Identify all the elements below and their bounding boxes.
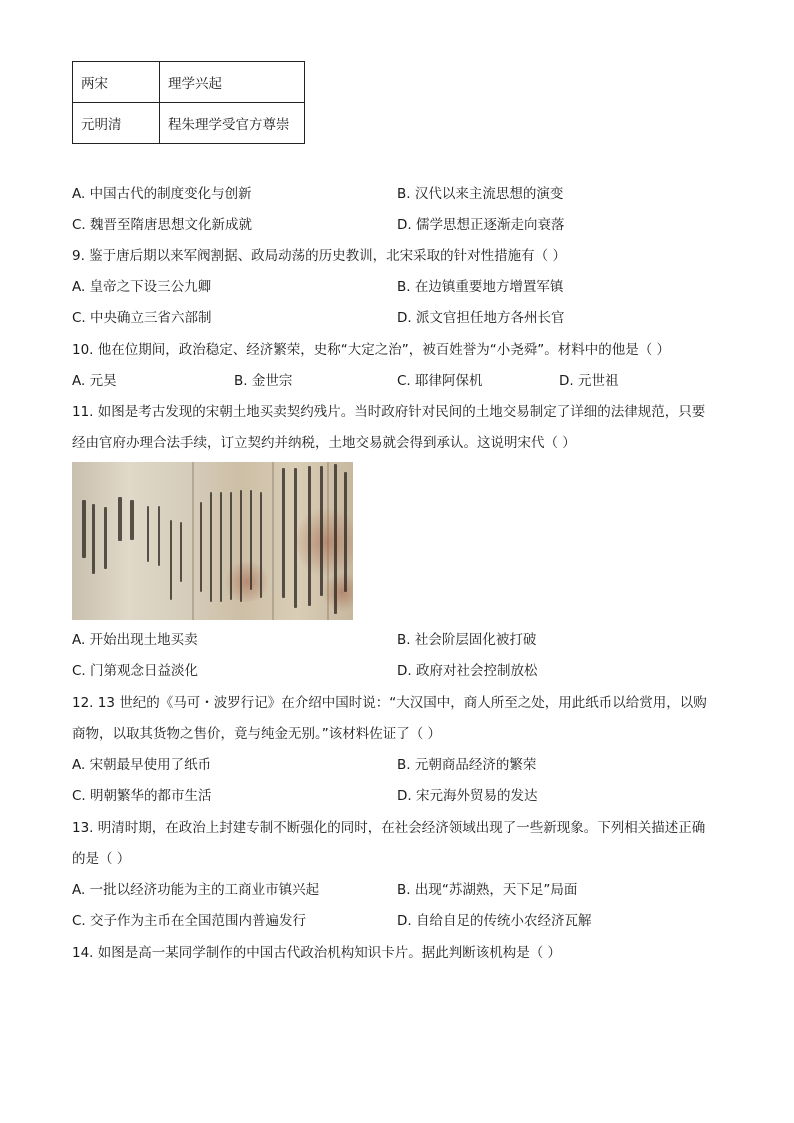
q14-stem: 14. 如图是高一某同学制作的中国古代政治机构知识卡片。据此判断该机构是（ ） bbox=[72, 945, 562, 961]
q11-option-b[interactable]: B. 社会阶层固化被打破 bbox=[397, 632, 537, 648]
q8-option-b[interactable]: B. 汉代以来主流思想的演变 bbox=[397, 186, 564, 202]
manuscript-image bbox=[72, 462, 353, 620]
q8-option-d[interactable]: D. 儒学思想正逐渐走向衰落 bbox=[397, 217, 565, 233]
q13-option-a[interactable]: A. 一批以经济功能为主的工商业市镇兴起 bbox=[72, 882, 320, 898]
q9-option-d[interactable]: D. 派文官担任地方各州长官 bbox=[397, 310, 565, 326]
table-cell-content: 理学兴起 bbox=[160, 62, 305, 103]
q9-option-c[interactable]: C. 中央确立三省六部制 bbox=[72, 310, 212, 326]
q12-option-a[interactable]: A. 宋朝最早使用了纸币 bbox=[72, 757, 212, 773]
q12-option-b[interactable]: B. 元朝商品经济的繁荣 bbox=[397, 757, 537, 773]
q10-option-d[interactable]: D. 元世祖 bbox=[559, 373, 619, 389]
table-cell-era: 元明清 bbox=[73, 103, 160, 144]
q10-option-b[interactable]: B. 金世宗 bbox=[234, 373, 293, 389]
q10-option-c[interactable]: C. 耶律阿保机 bbox=[397, 373, 483, 389]
q12-option-d[interactable]: D. 宋元海外贸易的发达 bbox=[397, 788, 538, 804]
q13-stem-line1: 13. 明清时期，在政治上封建专制不断强化的同时，在社会经济领域出现了一些新现象。下列相关描述正确 bbox=[72, 820, 706, 836]
q11-stem-line1: 11. 如图是考古发现的宋朝土地买卖契约残片。当时政府针对民间的土地交易制定了详细的法律规范，只要 bbox=[72, 404, 706, 420]
table-row bbox=[73, 103, 305, 144]
q13-option-c[interactable]: C. 交子作为主币在全国范围内普遍发行 bbox=[72, 913, 307, 929]
q13-option-b[interactable]: B. 出现“苏湖熟，天下足”局面 bbox=[397, 882, 578, 898]
q8-option-c[interactable]: C. 魏晋至隋唐思想文化新成就 bbox=[72, 217, 253, 233]
q11-stem-line2: 经由官府办理合法手续，订立契约并纳税，土地交易就会得到承认。这说明宋代（ ） bbox=[72, 435, 576, 451]
q11-option-c[interactable]: C. 门第观念日益淡化 bbox=[72, 663, 199, 679]
q9-option-b[interactable]: B. 在边镇重要地方增置军镇 bbox=[397, 279, 564, 295]
q9-option-a[interactable]: A. 皇帝之下设三公九卿 bbox=[72, 279, 212, 295]
q12-option-c[interactable]: C. 明朝繁华的都市生活 bbox=[72, 788, 212, 804]
q10-option-a[interactable]: A. 元昊 bbox=[72, 373, 117, 389]
q13-option-d[interactable]: D. 自给自足的传统小农经济瓦解 bbox=[397, 913, 592, 929]
table-cell-content: 程朱理学受官方尊崇 bbox=[160, 103, 305, 144]
q8-option-a[interactable]: A. 中国古代的制度变化与创新 bbox=[72, 186, 252, 202]
thought-table bbox=[72, 61, 305, 144]
q12-stem-line2: 商物，以取其货物之售价，竟与纯金无别。”该材料佐证了（ ） bbox=[72, 726, 442, 742]
table-cell-era: 两宋 bbox=[73, 62, 160, 103]
q9-stem: 9. 鉴于唐后期以来军阀割据、政局动荡的历史教训，北宋采取的针对性措施有（ ） bbox=[72, 248, 566, 264]
q11-option-a[interactable]: A. 开始出现土地买卖 bbox=[72, 632, 198, 648]
q10-stem: 10. 他在位期间，政治稳定、经济繁荣，史称“大定之治”，被百姓誉为“小尧舜”。材料中的他是（ ） bbox=[72, 342, 671, 358]
q12-stem-line1: 12. 13 世纪的《马可・波罗行记》在介绍中国时说：“大汉国中，商人所至之处，用此纸币以给赏用，以购 bbox=[72, 695, 707, 711]
q13-stem-line2: 的是（ ） bbox=[72, 851, 131, 867]
table-row bbox=[73, 62, 305, 103]
q11-option-d[interactable]: D. 政府对社会控制放松 bbox=[397, 663, 538, 679]
